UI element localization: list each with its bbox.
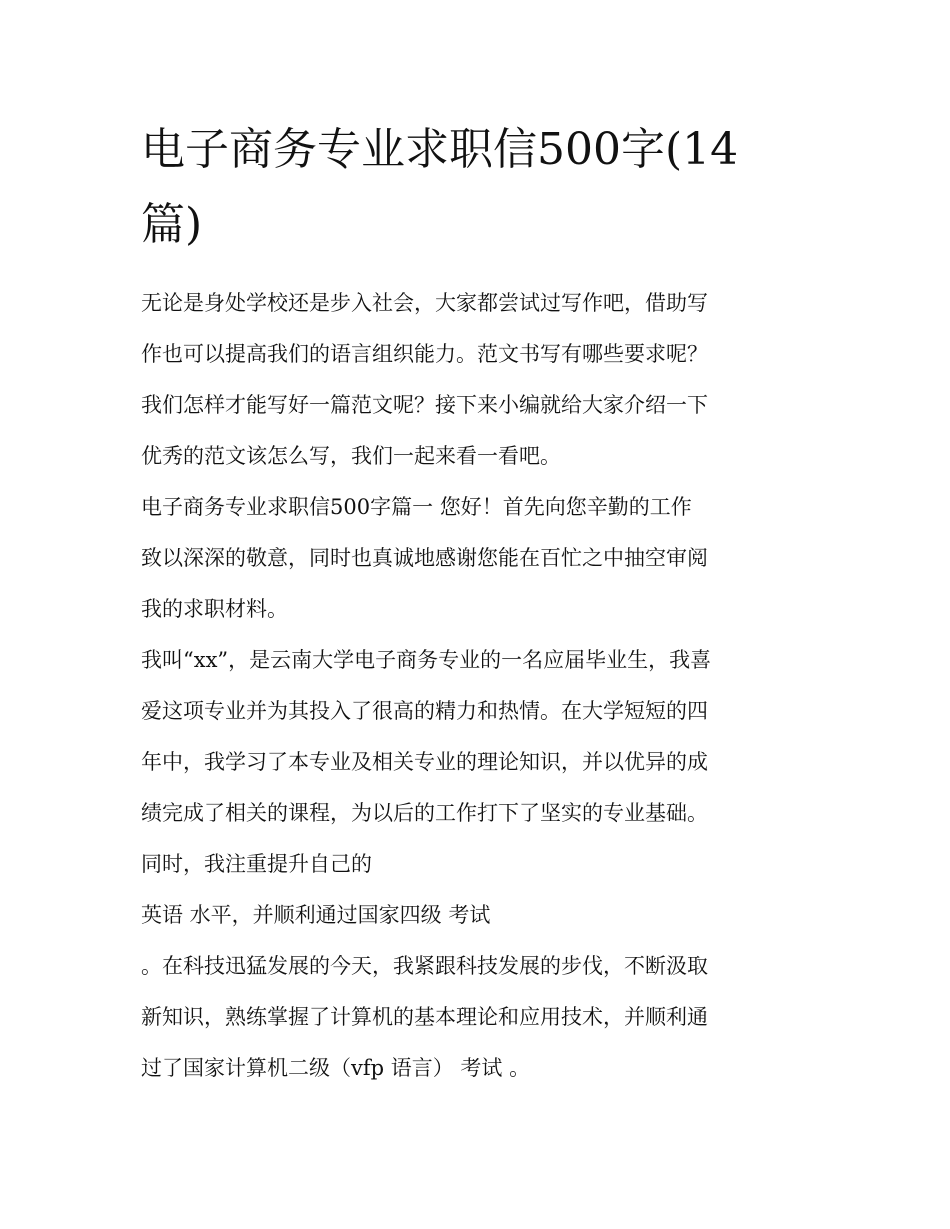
text-line: 我们怎样才能写好一篇范文呢？接下来小编就给大家介绍一下 xyxy=(141,393,708,417)
text-line: 同时，我注重提升自己的 xyxy=(141,852,372,876)
title-line: 篇) xyxy=(141,199,203,250)
text-line: 年中，我学习了本专业及相关专业的理论知识，并以优异的成 xyxy=(141,750,708,774)
text-line: 电子商务专业求职信500字篇一 您好！首先向您辛勤的工作 xyxy=(141,495,692,519)
text-line: 新知识，熟练掌握了计算机的基本理论和应用技术，并顺利通 xyxy=(141,1005,708,1029)
paragraph-english xyxy=(141,890,813,941)
text-line: 无论是身处学校还是步入社会，大家都尝试过写作吧，借助写 xyxy=(141,291,708,315)
text-line: 作也可以提高我们的语言组织能力。范文书写有哪些要求呢？ xyxy=(141,342,708,366)
text-line: 绩完成了相关的课程，为以后的工作打下了坚实的专业基础。 xyxy=(141,801,708,825)
text-line: 英语 水平，并顺利通过国家四级 考试 xyxy=(141,903,491,927)
title-line: 电子商务专业求职信500字(14 xyxy=(141,124,739,175)
paragraph-introduction xyxy=(141,635,813,890)
text-line: 我的求职材料。 xyxy=(141,597,288,621)
paragraph-computer-skills xyxy=(141,941,813,1094)
text-line: 。在科技迅猛发展的今天，我紧跟科技发展的步伐，不断汲取 xyxy=(141,954,708,978)
text-line: 致以深深的敬意，同时也真诚地感谢您能在百忙之中抽空审阅 xyxy=(141,546,708,570)
paragraph-intro xyxy=(141,278,813,482)
paragraph-greeting xyxy=(141,482,813,635)
text-line: 我叫“xx”，是云南大学电子商务专业的一名应届毕业生，我喜 xyxy=(141,648,712,672)
text-line: 爱这项专业并为其投入了很高的精力和热情。在大学短短的四 xyxy=(141,699,708,723)
text-line: 优秀的范文该怎么写，我们一起来看一看吧。 xyxy=(141,444,561,468)
text-line: 过了国家计算机二级（vfp 语言） 考试 。 xyxy=(141,1056,531,1080)
document-title xyxy=(141,112,813,262)
document-body xyxy=(141,112,813,1094)
